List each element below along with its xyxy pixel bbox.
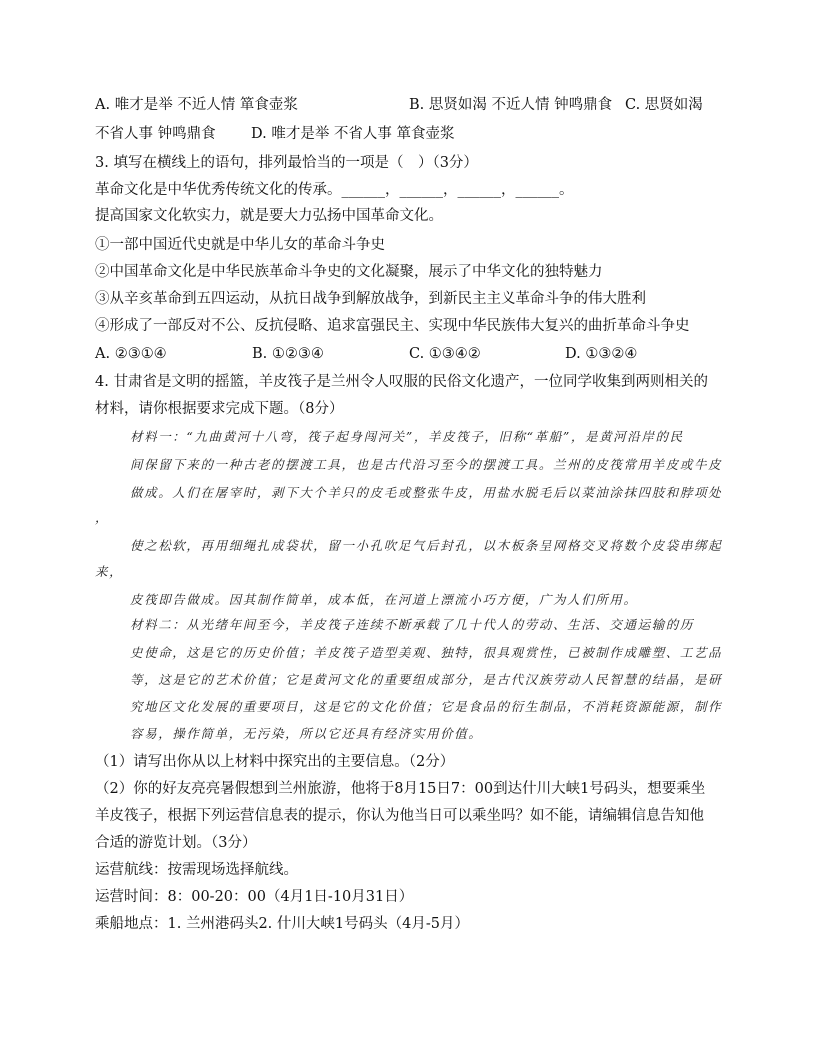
q3-line1: 革命文化是中华优秀传统文化的传承。______，______，______，______。 <box>95 182 574 198</box>
q2-option-c-end: 不省人事 钟鸣鼎食 <box>95 126 216 142</box>
q4-sub2-line3: 合适的游览计划。（3分） <box>95 835 257 851</box>
material-line: 材料二：从光绪年间至今，羊皮筏子连续不断承载了几十代人的劳动、生活、交通运输的历 <box>130 617 695 632</box>
q4-sub2-line2: 羊皮筏子，根据下列运营信息表的提示，你认为他当日可以乘坐吗？如不能，请编辑信息告知他 <box>95 808 704 824</box>
material-line: 皮筏即告做成。因其制作简单，成本低，在河道上漂流小巧方便，广为人们所用。 <box>130 592 638 607</box>
q4-sub1: （1）请写出你从以上材料中探究出的主要信息。（2分） <box>95 754 455 770</box>
q2-option-b: B. 思贤如渴 不近人情 钟鸣鼎食 <box>409 97 613 113</box>
q4-sub2-line1: （2）你的好友亮亮暑假想到兰州旅游，他将于8月15日7：00到达什川大峡1号码头，想要乘坐 <box>95 781 706 797</box>
q3-option-b: B. ①②③④ <box>252 346 324 362</box>
q2-option-c-start: C. 思贤如渴 <box>625 97 703 113</box>
q3-item-4: ④形成了一部反对不公、反抗侵略、追求富强民主、实现中华民族伟大复兴的曲折革命斗争史 <box>95 318 690 334</box>
info-route: 运营航线：按需现场选择航线。 <box>95 862 298 878</box>
material-line: 等，这是它的艺术价值；它是黄河文化的重要组成部分，是古代汉族劳动人民智慧的结晶，是研 <box>130 672 723 687</box>
q2-option-a: A. 唯才是举 不近人情 箪食壶浆 <box>95 97 298 113</box>
q3-item-2: ②中国革命文化是中华民族革命斗争史的文化凝聚，展示了中华文化的独特魅力 <box>95 264 603 280</box>
material-line: ， <box>95 510 110 525</box>
info-place: 乘船地点：1. 兰州港码头2. 什川大峡1号码头（4月-5月） <box>95 916 469 932</box>
q3-option-a: A. ②③①④ <box>95 346 167 362</box>
material-line: 容易，操作简单，无污染，所以它还具有经济实用价值。 <box>130 726 483 741</box>
material-line: 究地区文化发展的重要项目，这是它的文化价值；它是食品的衍生制品，不消耗资源能源，制作 <box>130 699 723 714</box>
q3-line2: 提高国家文化软实力，就是要大力弘扬中国革命文化。 <box>95 208 443 224</box>
q4-stem-line2: 材料，请你根据要求完成下题。（8分） <box>95 401 344 417</box>
material-line: 做成。人们在屠宰时，剥下大个羊只的皮毛或整张牛皮，用盐水脱毛后以菜油涂抹四肢和脖项处 <box>130 485 723 500</box>
q3-option-d: D. ①③②④ <box>565 346 638 362</box>
q3-item-1: ①一部中国近代史就是中华儿女的革命斗争史 <box>95 237 385 253</box>
material-line: 间保留下来的一种古老的摆渡工具，也是古代沿习至今的摆渡工具。兰州的皮筏常用羊皮或牛皮 <box>130 457 723 472</box>
material-line: 材料一：“九曲黄河十八弯，筏子起身闯河关”，羊皮筏子，旧称“革船”，是黄河沿岸的民 <box>130 429 684 444</box>
q2-option-d: D. 唯才是举 不省人事 箪食壶浆 <box>251 126 455 142</box>
q3-item-3: ③从辛亥革命到五四运动，从抗日战争到解放战争，到新民主主义革命斗争的伟大胜利 <box>95 291 646 307</box>
q3-option-c: C. ①③④② <box>409 346 481 362</box>
q3-stem: 3. 填写在横线上的语句，排列最恰当的一项是（ ）（3分） <box>95 155 478 171</box>
material-line: 史使命，这是它的历史价值；羊皮筏子造型美观、独特，很具观赏性，已被制作成雕塑、工艺品 <box>130 645 723 660</box>
material-line: 来， <box>95 564 124 579</box>
q4-stem-line1: 4. 甘肃省是文明的摇篮，羊皮筏子是兰州令人叹服的民俗文化遗产，一位同学收集到两则相关的 <box>95 374 708 390</box>
material-line: 使之松软，再用细绳扎成袋状，留一小孔吹足气后封孔，以木板条呈网格交叉将数个皮袋串绑起 <box>130 538 723 553</box>
info-time: 运营时间：8：00-20：00（4月1日-10月31日） <box>95 889 414 905</box>
